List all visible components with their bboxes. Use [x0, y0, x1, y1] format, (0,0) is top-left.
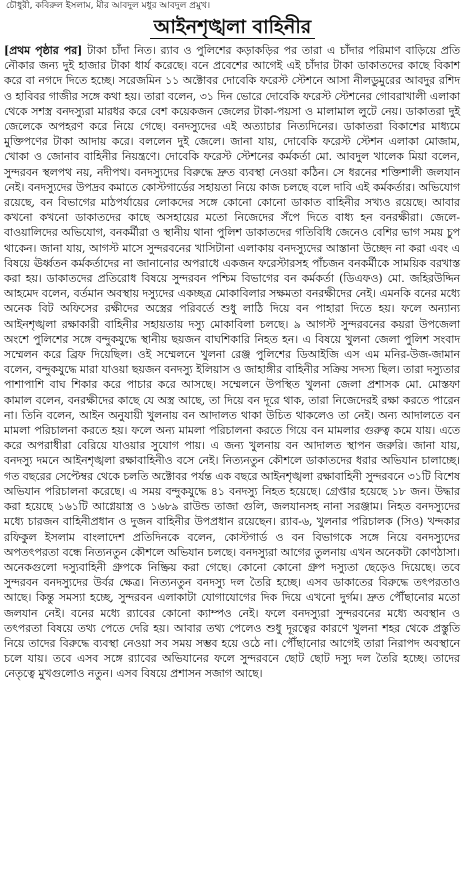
- previous-article-tail: চৌধুরী, কবিরুল ইসলাম, মীর আবদুল মধুর আবদুল প্রমুখ।: [6, 1, 211, 11]
- article-headline: [0, 16, 465, 39]
- article-paragraph: [4, 43, 460, 682]
- continued-from-front-page-kicker: [প্রথম পৃষ্ঠার পর]: [4, 44, 83, 57]
- article-body: [0, 43, 465, 682]
- article-paragraph-text: টাকা চাঁদা নিত। র‍্যাব ও পুলিশের কড়াকড়ির পর তারা এ চাঁদার পরিমাণ বাড়িয়ে প্রতি নৌকার জন্য দুই হাজার টাকা ধার্য করেছে। বনে প্রবেশের আগেই এই চাঁদার টাকা ডাকাতদের কাছে বিকাশ করে বা নগদে দিতে হচ্ছে। সরেজমিন ১১ অক্টোবর দোবেকি ফরেস্ট স্টেশনে আসা নীলডুমুরের আবদুর রশিদ ও হাবিবর গাজীর সঙ্গে কথা হয়। তারা বলেন, ৩১ দিন ভোরে দোবেকি ফরেস্ট স্টেশনের গোবরাখালী এলাকা থেকে সশস্ত্র বনদস্যুরা মারধর করে বেশ কয়েকজন জেলের টাকা-পয়সা ও মালামাল লুটে নেয়। ডাকাতরা দুই জেলেকে অপহরণ করে নিয়ে গেছে। বনদস্যুদের এই অত্যাচার নিত্যদিনের। ডাকাতরা বিকাশের মাধ্যমে মুক্তিপণের টাকা আদায় করে। বললেন দুই জেলে। জানা যায়, দোবেকি ফরেস্ট স্টেশন এলাকা মোজাম, খোকা ও জোনাব বাহিনীর নিয়ন্ত্রণে। দোবেকি ফরেস্ট স্টেশনের কর্মকর্তা মো. আবদুল খালেক মিয়া বলেন, সুন্দরবন স্থলপথ নয়, নদীপথ। বনদস্যুদের বিরুদ্ধে দ্রুত ব্যবস্থা নেওয়া কঠিন। সে ধরনের শক্তিশালী জলযান নেই। বনদস্যুদের উপদ্রব কমাতে কোস্টগার্ডের সহায়তা নিয়ে কাজ চলছে বলে দাবি এই কর্মকর্তার। অভিযোগ রয়েছে, বন বিভাগের মাঠপর্যায়ের লোকদের সঙ্গে কোনো কোনো ডাকাত বাহিনীর সখ্যও রয়েছে। আবার কখনো কখনো ডাকাতদের কাছে অসহায়ের মতো নিজেদের সঁপে দিতে বাধ্য হন বনরক্ষীরা। জেলে-বাওয়ালিদের অভিযোগ, বনকর্মীরা ও স্থানীয় থানা পুলিশ ডাকাতদের গতিবিধি জেনেও বেশির ভাগ সময় চুপ থাকেন। জানা যায়, আগস্ট মাসে সুন্দরবনের খাসিটানা এলাকায় বনদস্যুদের আস্তানা উচ্ছেদ না করা এবং এ বিষয়ে ঊর্ধ্বতন কর্মকর্তাদের না জানানোর অপরাধে একজন ফরেস্টারসহ পাঁচজন বনকর্মীকে সাময়িক বরখাস্ত করা হয়। ডাকাতদের প্রতিরোধ বিষয়ে সুন্দরবন পশ্চিম বিভাগের বন কর্মকর্তা (ডিএফও) মো. জহিরউদ্দিন আহমেদ বলেন, বর্তমান অবস্থায় দস্যুদের একচ্ছত্র মোকাবিলার সক্ষমতা বনরক্ষীদের নেই। এমনকি বনের মধ্যে অনেক বিট অফিসের রক্ষীদের অস্ত্রের পরিবর্তে শুধু লাঠি দিয়ে বন পাহারা দিতে হয়। ফলে অন্যান্য আইনশৃঙ্খলা রক্ষাকারী বাহিনীর সহায়তায় দস্যু মোকাবিলা চলছে। ৯ আগস্ট সুন্দরবনের কয়রা উপজেলা অংশে পুলিশের সঙ্গে বন্দুকযুদ্ধে স্থানীয় ছয়জন বাঘশিকারি নিহত হন। এ বিষয়ে খুলনা জেলা পুলিশ সংবাদ সম্মেলন করে ব্রিফ দিয়েছিল। ওই সম্মেলনে খুলনা রেঞ্জ পুলিশের ডিআইজি এস এম মনির-উজ-জামান বলেন, বন্দুকযুদ্ধে মারা যাওয়া ছয়জন বনদস্যু ইলিয়াস ও জাহাঙ্গীর বাহিনীর সক্রিয় সদস্য ছিল। তারা দস্যুতার পাশাপাশি বাঘ শিকার করে পাচার করে আসছে। সম্মেলনে উপস্থিত খুলনা জেলা প্রশাসক মো. মোস্তফা কামাল বলেন, বনরক্ষীদের কাছে যে অস্ত্র আছে, তা দিয়ে বন দূরে থাক, তারা নিজেদেরই রক্ষা করতে পারেন না। তিনি বলেন, আইন অনুযায়ী খুলনায় বন আদালত থাকা উচিত থাকলেও তা নেই। অন্য আদালতে বন মামলা পরিচালনা করতে হয়। ফলে অন্য মামলা পরিচালনা করতে গিয়ে বন মামলার গুরুত্ব কমে যায়। এতে করে অপরাধীরা বেরিয়ে যাওয়ার সুযোগ পায়। এ জন্য খুলনায় বন আদালত স্থাপন জরুরি। জানা যায়, বনদস্যু দমনে আইনশৃঙ্খলা রক্ষাবাহিনীও বসে নেই। নিত্যনতুন কৌশলে ডাকাতদের ধরার অভিযান চালাচ্ছে। গত বছরের সেপ্টেম্বর থেকে চলতি অক্টোবর পর্যন্ত এক বছরে আইনশৃঙ্খলা রক্ষাবাহিনী সুন্দরবনে ৩১টি বিশেষ অভিযান পরিচালনা করেছে। এ সময় বন্দুকযুদ্ধে ৪১ বনদস্যু নিহত হয়েছে। গ্রেপ্তার হয়েছে ১৮ জন। উদ্ধার করা হয়েছে ১৬১টি আগ্নেয়াস্ত্র ও ১৬৮৯ রাউন্ড তাজা গুলি, জলযানসহ নানা সরঞ্জাম। নিহত বনদস্যুদের মধ্যে চারজন বাহিনীপ্রধান ও দুজন বাহিনীর উপপ্রধান রয়েছেন। র‍্যাব-৬, খুলনার পরিচালক (সিও) খন্দকার রফিকুল ইসলাম বাংলাদেশ প্রতিদিনকে বলেন, কোস্টগার্ড ও বন বিভাগকে সঙ্গে নিয়ে বনদস্যুদের অপতৎপরতা বন্ধে নিত্যনতুন কৌশলে অভিযান চলছে। বনদস্যুরা আগের তুলনায় এখন অনেকটা কোণঠাসা। অনেকগুলো দস্যুবাহিনী গ্রুপকে নিষ্ক্রিয় করা গেছে। কোনো কোনো গ্রুপ দস্যুতা ছেড়েও দিয়েছে। তবে সুন্দরবন বনদস্যুদের উর্বর ক্ষেত্র। নিত্যনতুন বনদস্যু দল তৈরি হচ্ছে। এসব ডাকাতের বিরুদ্ধে তৎপরতাও আছে। কিন্তু সমস্যা হচ্ছে, সুন্দরবন এলাকাটা যোগাযোগের দিক দিয়ে এখনো দুর্গম। দ্রুত পৌঁছানোর মতো জলযান নেই। বনের মধ্যে র‍্যাবের কোনো ক্যাম্পও নেই। ফলে বনদস্যুরা সুন্দরবনের মধ্যে অবস্থান ও তৎপরতা বিষয়ে তথ্য পেতে দেরি হয়। আবার তথ্য পেলেও শুধু দূরত্বের কারণে খুলনা শহর থেকে প্রস্তুতি নিয়ে তাদের বিরুদ্ধে ব্যবস্থা নেওয়া সব সময় সম্ভব হয়ে ওঠে না। পৌঁছানোর আগেই তারা নিরাপদ অবস্থানে চলে যায়। তবে এসব সঙ্গে র‍্যাবের অভিযানের ফলে সুন্দরবনে ছোট ছোট দস্যু দল তৈরি হচ্ছে। তাদের নেতৃত্বে মুখগুলোও নতুন। এসব বিষয়ে প্রশাসন সজাগ আছে।: [4, 44, 461, 681]
- headline-text: আইনশৃঙ্খলা বাহিনীর: [150, 16, 316, 39]
